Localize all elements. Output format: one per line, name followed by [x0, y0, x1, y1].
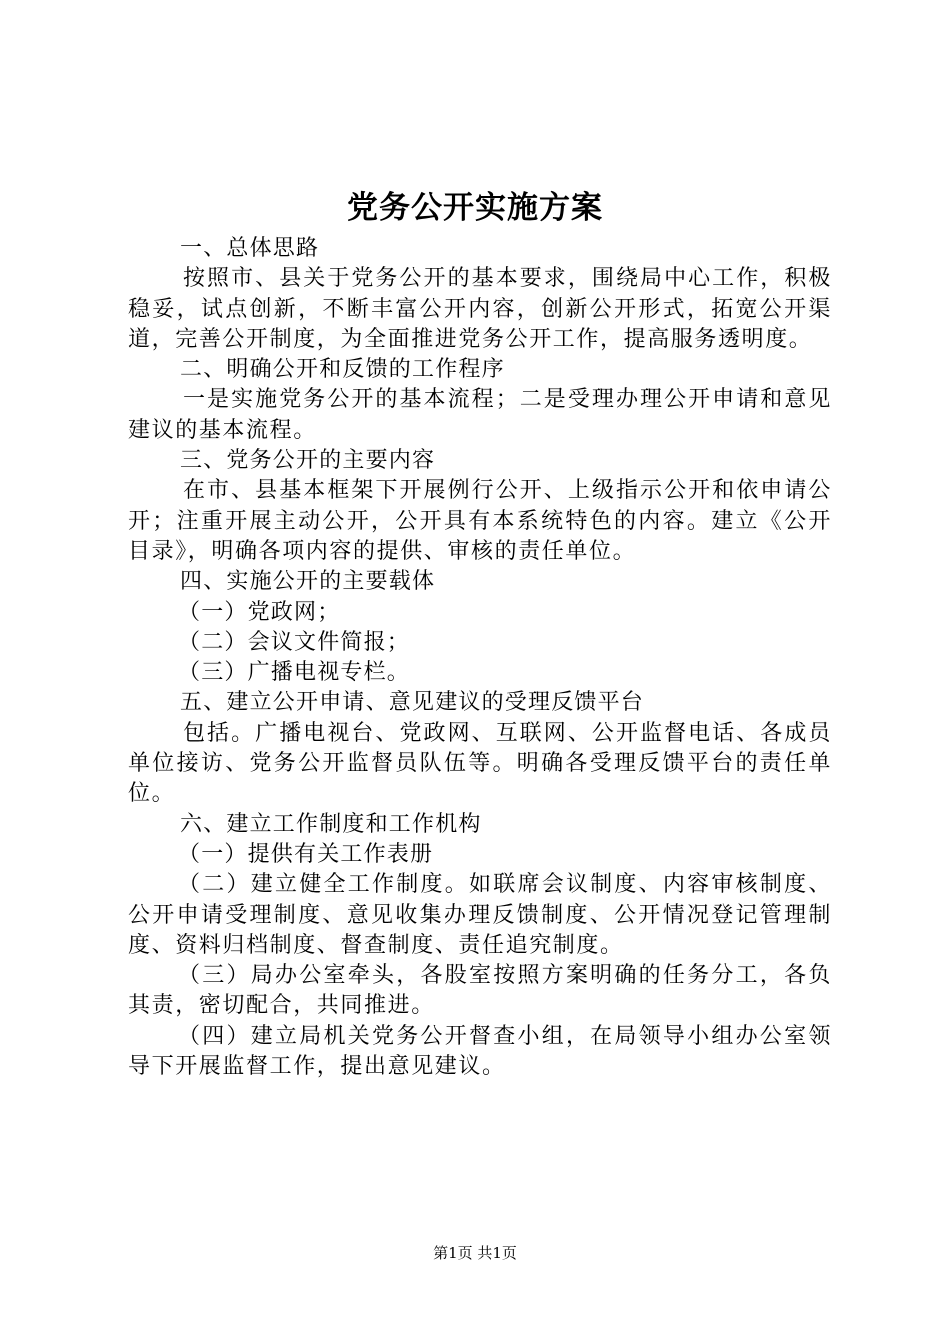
list-item: （一）党政网；: [178, 599, 341, 625]
list-item: （四）建立局机关党务公开督查小组，在局领导小组办公室领导下开展监督工作，提出意见建议。: [128, 1023, 832, 1080]
list-item: （一）提供有关工作表册: [178, 841, 434, 867]
section-heading-5: 五、建立公开申请、意见建议的受理反馈平台: [180, 690, 645, 716]
section-heading-2: 二、明确公开和反馈的工作程序: [180, 357, 505, 383]
section-heading-6: 六、建立工作制度和工作机构: [180, 811, 482, 837]
section-body-5: 包括。广播电视台、党政网、互联网、公开监督电话、各成员单位接访、党务公开监督员队伍等。明确各受理反馈平台的责任单位。: [128, 720, 832, 807]
document-body: [128, 234, 832, 1082]
list-item: （三）局办公室牵头，各股室按照方案明确的任务分工，各负其责，密切配合，共同推进。: [128, 963, 832, 1019]
list-item: （二）会议文件简报；: [178, 629, 411, 655]
document-title: 党务公开实施方案: [347, 190, 603, 226]
section-heading-1: 一、总体思路: [180, 236, 320, 261]
page-number-footer: 第1页 共1页: [433, 1244, 517, 1262]
section-heading-4: 四、实施公开的主要载体: [180, 569, 436, 595]
list-item: （二）建立健全工作制度。如联席会议制度、内容审核制度、公开申请受理制度、意见收集办理反馈制度、公开情况登记管理制度、资料归档制度、督查制度、责任追究制度。: [128, 872, 832, 958]
section-heading-3: 三、党务公开的主要内容: [180, 448, 436, 474]
list-item: （三）广播电视专栏。: [178, 660, 411, 686]
section-body-3: 在市、县基本框架下开展例行公开、上级指示公开和依申请公开；注重开展主动公开，公开具有本系统特色的内容。建立《公开目录》，明确各项内容的提供、审核的责任单位。: [128, 478, 832, 564]
section-body-2: 一是实施党务公开的基本流程；二是受理办理公开申请和意见建议的基本流程。: [128, 387, 832, 443]
section-body-1: 按照市、县关于党务公开的基本要求，围绕局中心工作，积极稳妥，试点创新，不断丰富公开内容，创新公开形式，拓宽公开渠道，完善公开制度，为全面推进党务公开工作，提高服务透明度。: [128, 266, 832, 352]
